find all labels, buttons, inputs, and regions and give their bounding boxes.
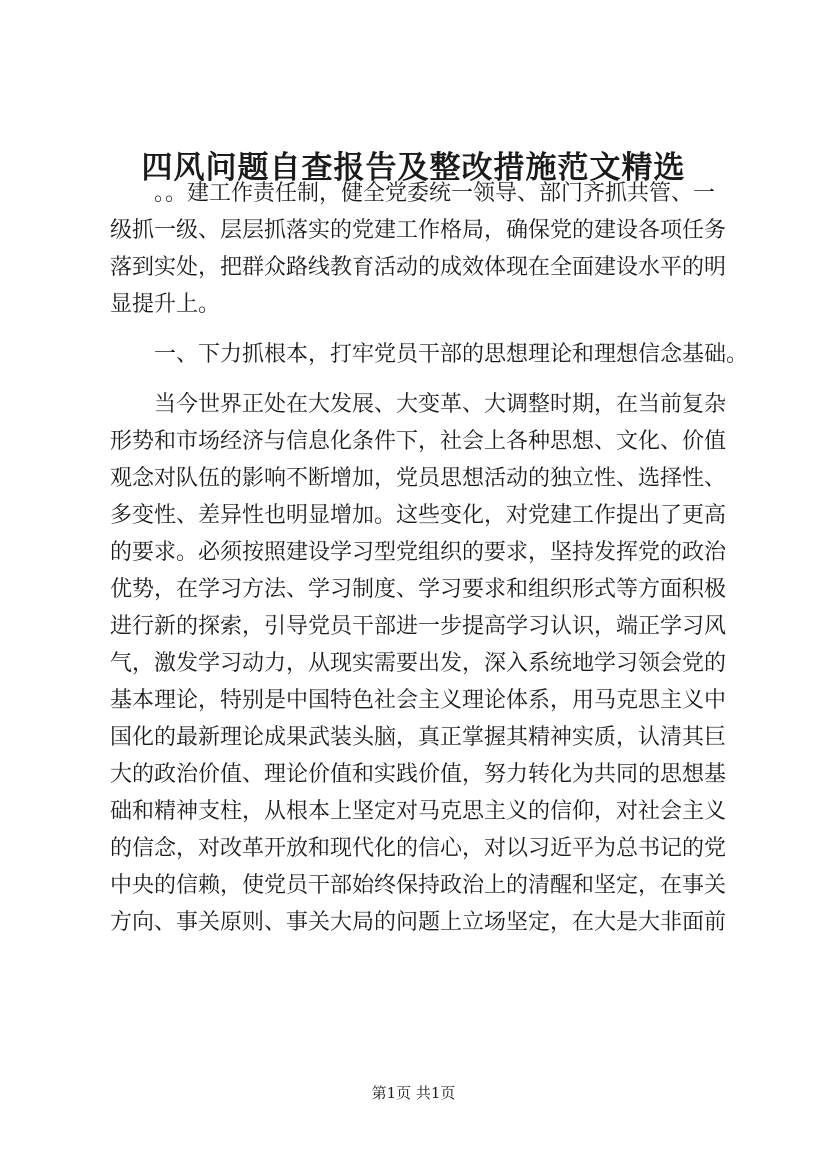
paragraph-3-line-4: 多变性、差异性也明显增加。这些变化，对党建工作提出了更高 xyxy=(110,503,727,528)
paragraph-gap xyxy=(110,323,750,336)
paragraph-3-line-12: 础和精神支柱，从根本上坚定对马克思主义的信仰，对社会主义 xyxy=(110,799,727,824)
paragraph-3-line-5: 的要求。必须按照建设学习型党组织的要求，坚持发挥党的政治 xyxy=(110,540,727,565)
paragraph-3-line-6: 优势，在学习方法、学习制度、学习要求和组织形式等方面积极 xyxy=(110,577,727,602)
paragraph-1-line-4: 显提升上。 xyxy=(110,292,221,317)
paragraph-3-line-1: 当今世界正处在大发展、大变革、大调整时期，在当前复杂 xyxy=(154,392,727,417)
page-footer: 第1页 共1页 xyxy=(371,1084,456,1102)
paragraph-3-line-9: 基本理论，特别是中国特色社会主义理论体系，用马克思主义中 xyxy=(110,688,727,713)
paragraph-3-line-15: 方向、事关原则、事关大局的问题上立场坚定，在大是大非面前 xyxy=(110,910,727,935)
paragraph-3-line-11: 大的政治价值、理论价值和实践价值，努力转化为共同的思想基 xyxy=(110,762,727,787)
paragraph-3-line-14: 中央的信赖，使党员干部始终保持政治上的清醒和坚定，在事关 xyxy=(110,873,727,898)
paragraph-3-line-3: 观念对队伍的影响不断增加，党员思想活动的独立性、选择性、 xyxy=(110,466,727,491)
document-title: 四风问题自查报告及整改措施范文精选 xyxy=(141,150,686,186)
paragraph-3-line-2: 形势和市场经济与信息化条件下，社会上各种思想、文化、价值 xyxy=(110,429,727,454)
paragraph-3-line-7: 进行新的探索，引导党员干部进一步提高学习认识，端正学习风 xyxy=(110,614,727,639)
paragraph-3-line-10: 国化的最新理论成果武装头脑，真正掌握其精神实质，认清其巨 xyxy=(110,725,727,750)
paragraph-1-line-1: 。。建工作责任制，健全党委统一领导、部门齐抓共管、一 xyxy=(154,181,716,206)
paragraph-1-line-3: 落到实处，把群众路线教育活动的成效体现在全面建设水平的明 xyxy=(110,255,727,280)
paragraph-3-line-13: 的信念，对改革开放和现代化的信心，对以习近平为总书记的党 xyxy=(110,836,727,861)
paragraph-gap xyxy=(110,373,750,386)
document-body xyxy=(110,175,750,941)
section-heading-1: 一、下力抓根本，打牢党员干部的思想理论和理想信念基础。 xyxy=(154,342,749,367)
paragraph-1-line-2: 级抓一级、层层抓落实的党建工作格局，确保党的建设各项任务 xyxy=(110,218,727,243)
paragraph-3-line-8: 气，激发学习动力，从现实需要出发，深入系统地学习领会党的 xyxy=(110,651,727,676)
